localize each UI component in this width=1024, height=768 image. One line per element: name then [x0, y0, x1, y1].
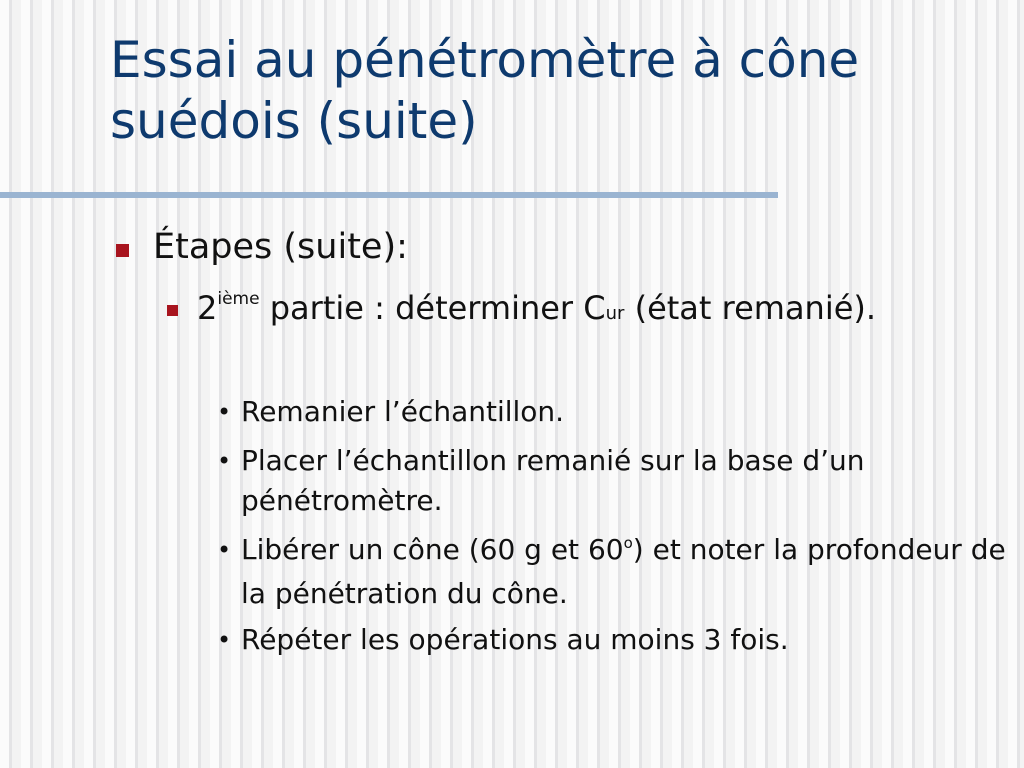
bullet-level2-deuxieme-partie	[197, 286, 997, 336]
dot-bullet-icon: •	[217, 536, 232, 564]
square-bullet-icon	[116, 244, 129, 257]
ordinal-number: 2	[197, 289, 218, 327]
dot-bullet-icon: •	[217, 398, 232, 426]
step-placer: Placer l’échantillon remanié sur la base d’un pénétromètre.	[241, 444, 865, 517]
liberer-text-end: ) et noter la profondeur de la pénétration du cône.	[241, 533, 1006, 610]
ordinal-superscript: ième	[217, 289, 260, 309]
cur-subscript: ur	[605, 303, 625, 324]
square-bullet-icon	[167, 305, 178, 316]
dot-bullet-icon: •	[217, 626, 232, 654]
step-liberer	[241, 530, 1011, 614]
slide-title: Essai au pénétromètre à cône suédois (suite)	[110, 31, 860, 150]
bullet-level1-etapes: Étapes (suite):	[153, 227, 408, 267]
step-repeter: Répéter les opérations au moins 3 fois.	[241, 623, 789, 656]
liberer-text: Libérer un cône (60 g et 60	[241, 533, 624, 566]
dot-bullet-icon: •	[217, 447, 232, 475]
partie-text: partie : déterminer C	[259, 289, 606, 327]
step-remanier: Remanier l’échantillon.	[241, 395, 565, 428]
degree-superscript: o	[623, 534, 633, 552]
etat-remanie-text: (état remanié).	[624, 289, 877, 327]
